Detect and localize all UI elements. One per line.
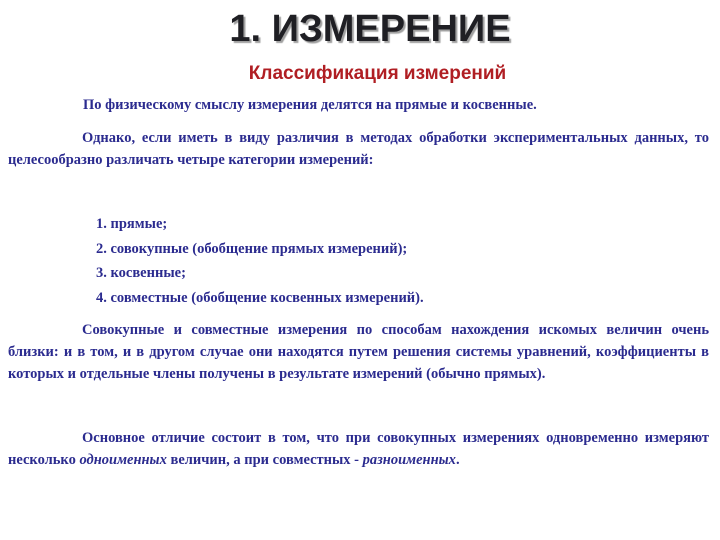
categories-paragraph: Однако, если иметь в виду различия в методах обработки экспериментальных данных, то целесообразно различать четыре категории измерений: — [8, 130, 709, 168]
text-segment: . — [455, 452, 460, 468]
measurement-categories-list — [96, 212, 424, 310]
list-item: 4. совместные (обобщение косвенных измерений). — [96, 289, 424, 306]
intro-paragraph: По физическому смыслу измерения делятся на прямые и косвенные. — [83, 97, 537, 113]
aggregate-joint-paragraph: Совокупные и совместные измерения по способам нахождения искомых величин очень близки: и в том, и в другом случае они находятся путем решения системы уравнений, коэффициенты в которых и отдельные члены получены в результате измерений (обычно прямых). — [8, 322, 709, 382]
emphasis-different-name: разноименных — [362, 452, 456, 468]
list-item: 1. прямые; — [96, 216, 168, 232]
main-difference-paragraph — [8, 427, 709, 471]
emphasis-same-name: одноименных — [79, 452, 167, 468]
page-title: 1. ИЗМЕРЕНИЕ — [229, 8, 511, 50]
list-item: 3. косвенные; — [96, 265, 186, 281]
list-item: 2. совокупные (обобщение прямых измерений); — [96, 240, 408, 257]
text-segment: Основное отличие состоит в том, что при совокупных измерениях одновременно измеряют несколько — [8, 430, 709, 468]
section-subtitle: Классификация измерений — [248, 63, 507, 84]
text-segment: величин, а при совместных - — [166, 452, 363, 468]
